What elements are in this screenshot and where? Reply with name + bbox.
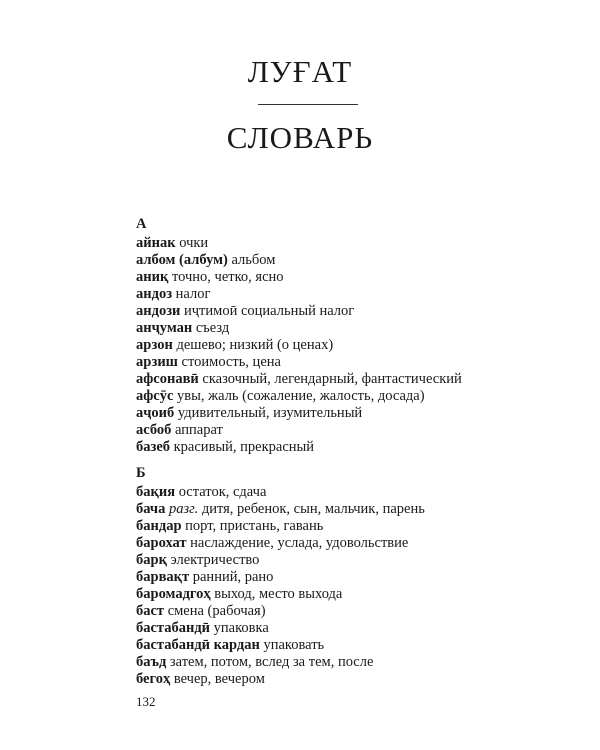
entry-translation: красивый, прекрасный [173,439,315,455]
dictionary-entry [136,252,576,269]
entry-word: бастабандӣ кардан [136,637,260,653]
dictionary-entry [136,518,576,535]
entry-word: баъд [136,654,167,670]
entry-word: базеб [136,439,171,455]
section-b [136,465,576,688]
entry-word: арзон [136,337,173,353]
entry-translation: аппарат [175,422,223,438]
page-title-russian: СЛОВАРЬ [226,120,374,155]
dictionary-entry [136,303,576,320]
entry-word: асбоб [136,422,172,438]
dictionary-entry [136,405,576,422]
entry-translation: точно, четко, ясно [171,269,284,285]
entry-translation: сказочный, легендарный, фантастический [202,371,462,387]
section-letter: Б [136,465,146,481]
dictionary-entry [136,354,576,371]
dictionary-entry [136,337,576,354]
entry-word: барқ [136,552,167,568]
section-letter: А [136,216,147,232]
entry-word: бақия [136,484,176,500]
entry-translation: стоимость, цена [181,354,281,370]
dictionary-entry [136,620,576,637]
entry-translation: дешево; низкий (о ценах) [176,337,334,353]
entry-translation: увы, жаль (сожаление, жалость, досада) [177,388,425,404]
dictionary-entry [136,603,576,620]
dictionary-entry [136,235,576,252]
dictionary-entry [136,552,576,569]
entry-translation: дитя, ребенок, сын, мальчик, парень [201,501,425,517]
entry-translation: электричество [170,552,260,568]
entry-word: андоз [136,286,173,302]
entry-word: бандар [136,518,182,534]
entry-translation: очки [179,235,209,251]
entry-word: арзиш [136,354,178,370]
entry-translation: налог [175,286,211,302]
entry-translation: остаток, сдача [178,484,267,500]
section-a [136,216,576,456]
entry-usage-note: разг. [168,501,199,517]
entry-translation: ранний, рано [192,569,274,585]
dictionary-entry [136,671,576,688]
dictionary-entry [136,388,576,405]
entry-translation: альбом [231,252,276,268]
entry-translation: выход, место выхода [214,586,343,602]
entry-word: айнак [136,235,176,251]
dictionary-entry [136,586,576,603]
entry-word: бегоҳ [136,671,171,687]
dictionary-entry [136,439,576,456]
entry-word: афсӯс [136,388,174,404]
page-number: 132 [136,694,156,709]
entry-translation: удивительный, изумительный [177,405,363,421]
entry-translation: упаковка [213,620,269,636]
dictionary-entry [136,654,576,671]
entry-word: бача [136,501,166,517]
entry-word: аниқ [136,269,169,285]
dictionary-entry [136,569,576,586]
dictionary-entry [136,501,576,518]
page-title-tajik: ЛУҒАТ [247,54,353,89]
title-divider [258,104,358,105]
entry-word: барохат [136,535,187,551]
entry-translation: порт, пристань, гавань [185,518,324,534]
dictionary-entry [136,286,576,303]
entry-word: андози [136,303,181,319]
entry-translation: смена (рабочая) [167,603,266,619]
entry-word: баромадгоҳ [136,586,211,602]
entry-word: албом (албум) [136,252,228,268]
entry-translation: съезд [195,320,230,336]
entry-word: аҷоиб [136,405,175,421]
entry-word: барвақт [136,569,190,585]
dictionary-entry [136,269,576,286]
dictionary-entry [136,422,576,439]
entry-translation: упаковать [263,637,325,653]
entry-word: баст [136,603,165,619]
dictionary-entry [136,637,576,654]
entry-translation: иҷтимоӣ социальный налог [184,303,355,319]
dictionary-entry [136,320,576,337]
dictionary-entry [136,484,576,501]
entry-word: афсонавӣ [136,371,199,387]
entry-translation: вечер, вечером [173,671,265,687]
entry-translation: наслаждение, услада, удовольствие [190,535,409,551]
entry-word: бастабандӣ [136,620,211,636]
entry-word: анҷуман [136,320,193,336]
entry-translation: затем, потом, вслед за тем, после [169,654,374,670]
dictionary-entry [136,371,576,388]
dictionary-entry [136,535,576,552]
